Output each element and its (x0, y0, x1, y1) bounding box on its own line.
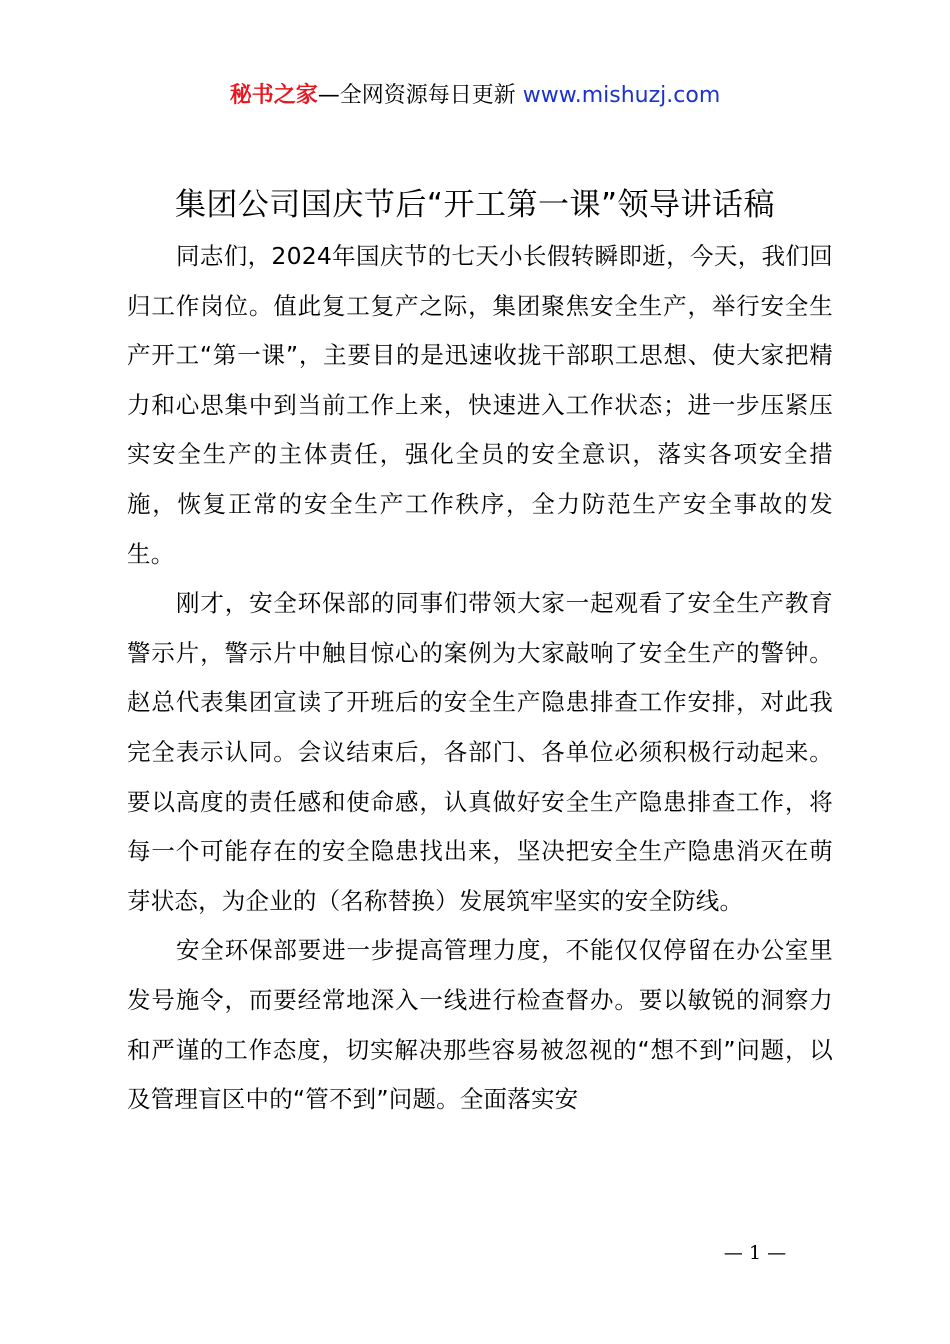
site-header (0, 80, 950, 112)
site-brand: 秘书之家 (229, 83, 318, 108)
page-number: — 1 — (723, 1242, 787, 1264)
document-title: 集团公司国庆节后“开工第一课”领导讲话稿 (174, 187, 776, 223)
site-url-link[interactable]: www.mishuzj.com (522, 83, 721, 108)
paragraph-2: 刚才，安全环保部的同事们带领大家一起观看了安全生产教育警示片，警示片中触目惊心的案例为大家敲响了安全生产的警钟。赵总代表集团宣读了开班后的安全生产隐患排查工作安排，对此我完全表示认同。会议结束后，各部门、各单位必须积极行动起来。要以高度的责任感和使命感，认真做好安全生产隐患排查工作，将每一个可能存在的安全隐患找出来，坚决把安全生产隐患消灭在萌芽状态，为企业的（名称替换）发展筑牢坚实的安全防线。 (127, 589, 833, 915)
document-body (127, 232, 833, 1125)
paragraph-1: 同志们，2024年国庆节的七天小长假转瞬即逝，今天，我们回归工作岗位。值此复工复产之际，集团聚焦安全生产，举行安全生产开工“第一课”，主要目的是迅速收拢干部职工思想、使大家把精力和心思集中到当前工作上来，快速进入工作状态；进一步压紧压实安全生产的主体责任，强化全员的安全意识，落实各项安全措施，恢复正常的安全生产工作秩序，全力防范生产安全事故的发生。 (127, 242, 833, 568)
paragraph-3: 安全环保部要进一步提高管理力度，不能仅仅停留在办公室里发号施令，而要经常地深入一线进行检查督办。要以敏锐的洞察力和严谨的工作态度，切实解决那些容易被忽视的“想不到”问题，以及管理盲区中的“管不到”问题。全面落实安 (127, 936, 833, 1114)
site-tagline: —全网资源每日更新 (317, 83, 523, 108)
